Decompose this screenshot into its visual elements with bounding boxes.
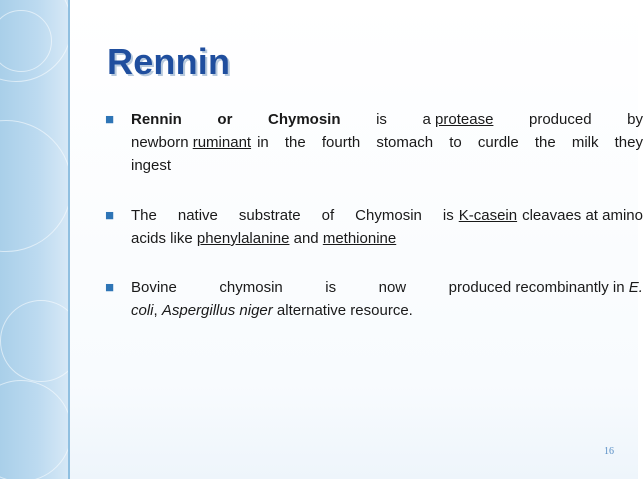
text-now: now [378,279,407,296]
link-methionine[interactable]: methionine [322,230,397,247]
bullet-text [131,204,643,250]
text-produced: produced [528,111,592,128]
text-by: by [627,111,643,128]
bullet-item [105,108,643,177]
link-ruminant[interactable]: ruminant [192,134,252,151]
text-cleavaes: cleavaes at amino [522,207,643,224]
keyword-or: or [217,111,233,128]
text-coli: coli [131,302,154,319]
decorative-circle [0,120,72,252]
text-aspergillus-niger: Aspergillus niger [161,302,273,319]
text-comma: , [153,302,158,319]
bullet-text [131,108,643,177]
text-e: E. [628,279,643,296]
text-chymosin: chymosin [219,279,283,296]
link-phenylalanine[interactable]: phenylalanine [196,230,290,247]
text-newborn: newborn [131,134,189,151]
text-is: is [325,279,337,296]
square-bullet-icon: ■ [105,279,115,296]
text-is: is [376,111,387,128]
text-acids-like: acids like [131,230,193,247]
square-bullet-icon: ■ [105,207,115,224]
text-produced-recombinantly: produced recombinantly in [448,279,625,296]
text-and: and [293,230,319,247]
keyword-rennin: Rennin [131,111,182,128]
link-protease[interactable]: protease [435,111,494,128]
text-a: a [422,111,431,128]
slide-title: Rennin [107,41,231,82]
keyword-chymosin: Chymosin [268,111,341,128]
text-bovine: Bovine [131,279,177,296]
bullet-item [105,204,643,250]
decorative-circle [0,380,72,482]
text-native-substrate: The native substrate of Chymosin is [131,207,454,224]
page-number: 16 [604,446,614,457]
bullet-text [131,276,643,322]
bullet-item [105,276,643,322]
text-fourth-stomach: in the fourth stomach to curdle the milk they [257,134,643,151]
text-ingest: ingest [131,157,172,174]
link-k-casein[interactable]: K-casein [458,207,518,224]
text-alternative-resource: alternative resource. [276,302,413,319]
square-bullet-icon: ■ [105,111,115,128]
decorative-sidebar [0,0,68,479]
